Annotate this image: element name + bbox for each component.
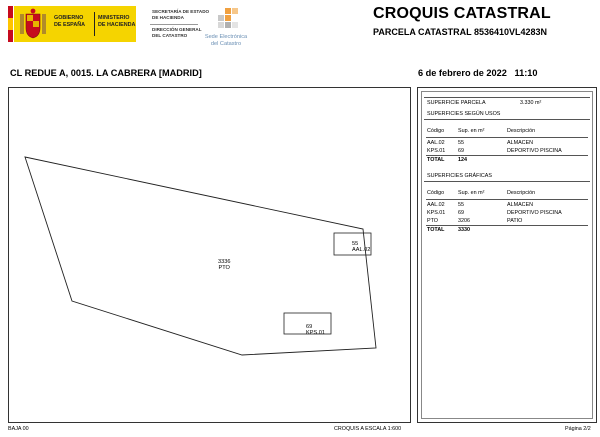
usos-heading: SUPERFICIES SEGÚN USOS xyxy=(427,111,501,117)
superficie-value: 3.330 m² xyxy=(520,100,542,106)
sede-catastro-logo-icon xyxy=(211,6,241,36)
divider xyxy=(424,119,590,120)
time-value: 11:10 xyxy=(514,68,538,78)
graficas-row-desc: ALMACEN xyxy=(507,202,534,208)
page-number: Página 2/2 xyxy=(565,426,591,432)
graficas-row-sup: 55 xyxy=(458,202,464,208)
usos-row-sup: 69 xyxy=(458,148,464,154)
divider xyxy=(424,181,590,182)
divider xyxy=(424,97,590,98)
graficas-row-desc: DEPORTIVO PISCINA xyxy=(507,210,562,216)
logo-separator xyxy=(94,12,95,36)
divider xyxy=(426,155,588,156)
usos-row-desc: DEPORTIVO PISCINA xyxy=(507,148,562,154)
col-sup: Sup. en m² xyxy=(458,190,485,196)
scale-label: CROQUIS A ESCALA 1:600 xyxy=(334,426,402,432)
secretaria-label: SECRETARÍA DE ESTADO DE HACIENDA xyxy=(152,9,210,20)
graficas-row-codigo: AAL.02 xyxy=(427,202,445,208)
parcel-address: CL REDUE A, 0015. LA CABRERA [MADRID] xyxy=(10,68,202,78)
page-title: CROQUIS CATASTRAL xyxy=(373,5,551,22)
divider xyxy=(150,24,198,25)
divider xyxy=(426,137,588,138)
graficas-row-sup: 69 xyxy=(458,210,464,216)
building-kps01-label: 69 KPS.01 xyxy=(306,324,325,336)
usos-total-label: TOTAL xyxy=(427,157,445,163)
parcel-label: 3336 PTO xyxy=(218,259,231,271)
graficas-row-codigo: KPS.01 xyxy=(427,210,446,216)
col-codigo: Código xyxy=(427,190,445,196)
usos-row-codigo: KPS.01 xyxy=(427,148,446,154)
spain-flag-icon xyxy=(8,6,13,42)
sede-label: Sede Electrónica del Catastro xyxy=(204,34,248,47)
col-codigo: Código xyxy=(427,128,445,134)
graficas-row-desc: PATIO xyxy=(507,218,523,224)
superficie-label: SUPERFICIE PARCELA xyxy=(427,100,486,106)
coat-of-arms-icon xyxy=(18,8,48,40)
date-value: 6 de febrero de 2022 xyxy=(418,68,507,78)
graficas-heading: SUPERFICIES GRÁFICAS xyxy=(427,173,492,179)
footer-left: BAJA 00 xyxy=(8,426,29,432)
ministerio-label: MINISTERIO DE HACIENDA xyxy=(98,15,136,28)
parcel-sketch xyxy=(8,87,411,423)
divider xyxy=(426,225,588,226)
divider xyxy=(426,199,588,200)
gobierno-label: GOBIERNO DE ESPAÑA xyxy=(54,15,86,28)
usos-row-codigo: AAL.02 xyxy=(427,140,445,146)
col-desc: Descripción xyxy=(507,128,536,134)
usos-row-desc: ALMACEN xyxy=(507,140,534,146)
building-aal02-label: 55 AAL.02 xyxy=(352,241,371,253)
parcel-reference: PARCELA CATASTRAL 8536410VL4283N xyxy=(373,27,548,37)
usos-row-sup: 55 xyxy=(458,140,464,146)
graficas-total-value: 3330 xyxy=(458,227,470,233)
graficas-total-label: TOTAL xyxy=(427,227,445,233)
col-desc: Descripción xyxy=(507,190,536,196)
graficas-row-sup: 3206 xyxy=(458,218,470,224)
direccion-label: DIRECCIÓN GENERAL DEL CATASTRO xyxy=(152,27,202,38)
graficas-row-codigo: PTO xyxy=(427,218,438,224)
date-time xyxy=(418,68,538,78)
usos-total-value: 124 xyxy=(458,157,467,163)
col-sup: Sup. en m² xyxy=(458,128,485,134)
